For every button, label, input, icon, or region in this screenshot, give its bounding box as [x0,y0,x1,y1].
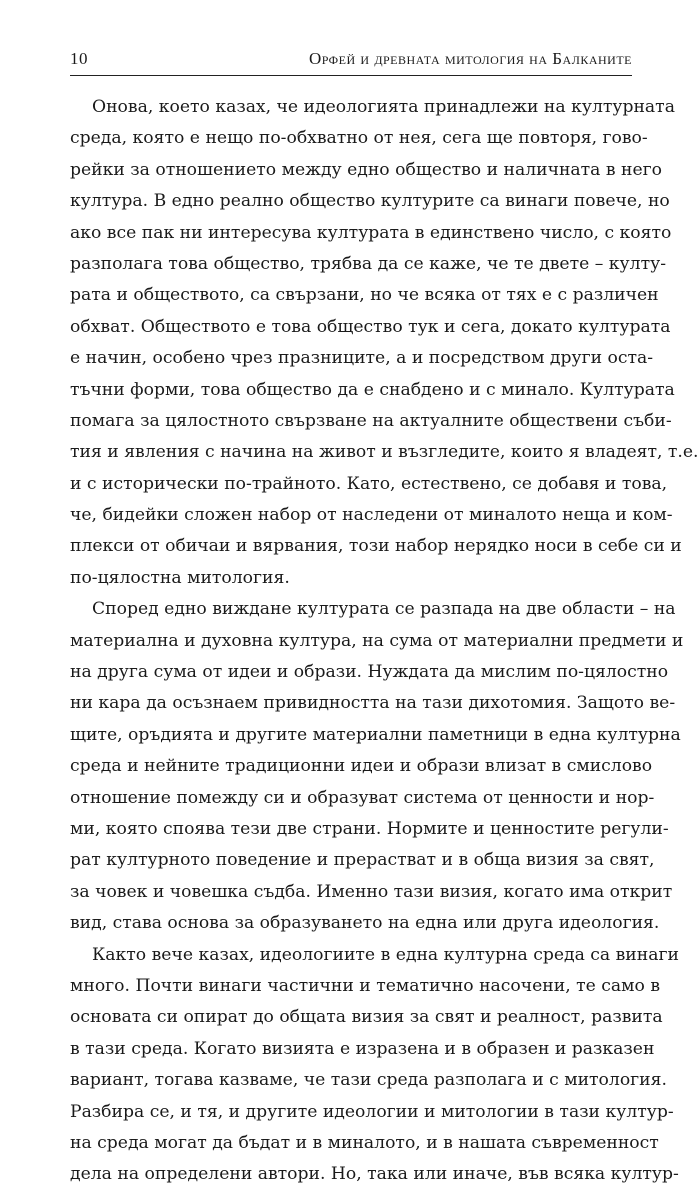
text-line: че, бидейки сложен набор от наследени от миналото неща и ком- [70,505,673,526]
text-line: много. Почти винаги частични и тематично насочени, те само в [70,975,661,996]
text-line: Според едно виждане културата се разпада на две области – на [92,599,676,620]
text-line: среда, която е нещо по-обхватно от нея, сега ще повторя, гово- [70,128,648,149]
text-line: култура. В едно реално общество културите са винаги повече, но [70,191,670,212]
text-line: плекси от обичаи и вярвания, този набор нерядко носи в себе си и [70,536,682,557]
page-header [70,49,632,73]
running-title: Орфей и древната митология на Балканите [308,49,632,68]
text-line: в тази среда. Когато визията е изразена и в образен и разказен [70,1038,655,1059]
text-line: рат културното поведение и прерастват и в обща визия за свят, [70,850,655,871]
text-line: щите, оръдията и другите материални паметници в една културна [70,724,681,745]
paragraph [70,940,679,1191]
text-line: среда и нейните традиционни идеи и образи влизат в смислово [70,756,653,777]
text-line: е начин, особено чрез празниците, а и посредством други оста- [70,348,654,369]
text-line: дела на определени автори. Но, така или иначе, във всяка култур- [70,1164,679,1185]
text-line: основата си опират до общата визия за свят и реалност, развита [70,1007,663,1028]
body-text [70,92,699,1191]
text-line: рата и обществото, са свързани, но че всяка от тях е с различен [70,285,659,306]
text-line: по-цялостна митология. [70,567,290,588]
text-line: тъчни форми, това общество да е снабдено и с минало. Културата [70,379,675,400]
text-line: на среда могат да бъдат и в миналото, и в нашата съвременност [70,1132,659,1153]
header-rule [70,75,632,76]
paragraph [70,594,684,939]
text-line: за човек и човешка съдба. Именно тази визия, когато има открит [70,881,673,902]
text-line: материална и духовна култура, на сума от материални предмети и [70,630,684,651]
text-line: тия и явления с начина на живот и възгледите, които я владеят, т.е. [70,442,699,463]
text-line: Както вече казах, идеологиите в една културна среда са винаги [92,944,679,965]
text-line: и с исторически по-трайното. Като, естествено, се добавя и това, [70,473,668,494]
text-line: обхват. Обществото е това общество тук и сега, докато културата [70,316,671,337]
text-line: отношение помежду си и образуват система от ценности и нор- [70,787,655,808]
paragraph [70,92,699,594]
text-line: Онова, което казах, че идеологията принадлежи на културната [92,97,675,117]
text-line: ни кара да осъзнаем привидността на тази дихотомия. Защото ве- [70,693,676,714]
text-line: на друга сума от идеи и образи. Нуждата да мислим по-цялостно [70,662,669,683]
text-line: ми, която споява тези две страни. Нормите и ценностите регули- [70,818,669,839]
text-line: вид, става основа за образуването на една или друга идеология. [70,913,660,934]
page-number: 10 [70,49,88,68]
text-line: помага за цялостното свързване на актуалните обществени съби- [70,410,672,431]
text-line: вариант, тогава казваме, че тази среда разполага и с митология. [70,1070,667,1091]
text-line: рейки за отношението между едно общество и наличната в него [70,159,662,180]
text-line: ако все пак ни интересува културата в единствено число, с която [70,222,672,243]
text-line: Разбира се, и тя, и другите идеологии и митологии в тази култур- [70,1101,674,1122]
text-line: разполага това общество, трябва да се каже, че те двете – култу- [70,253,666,274]
